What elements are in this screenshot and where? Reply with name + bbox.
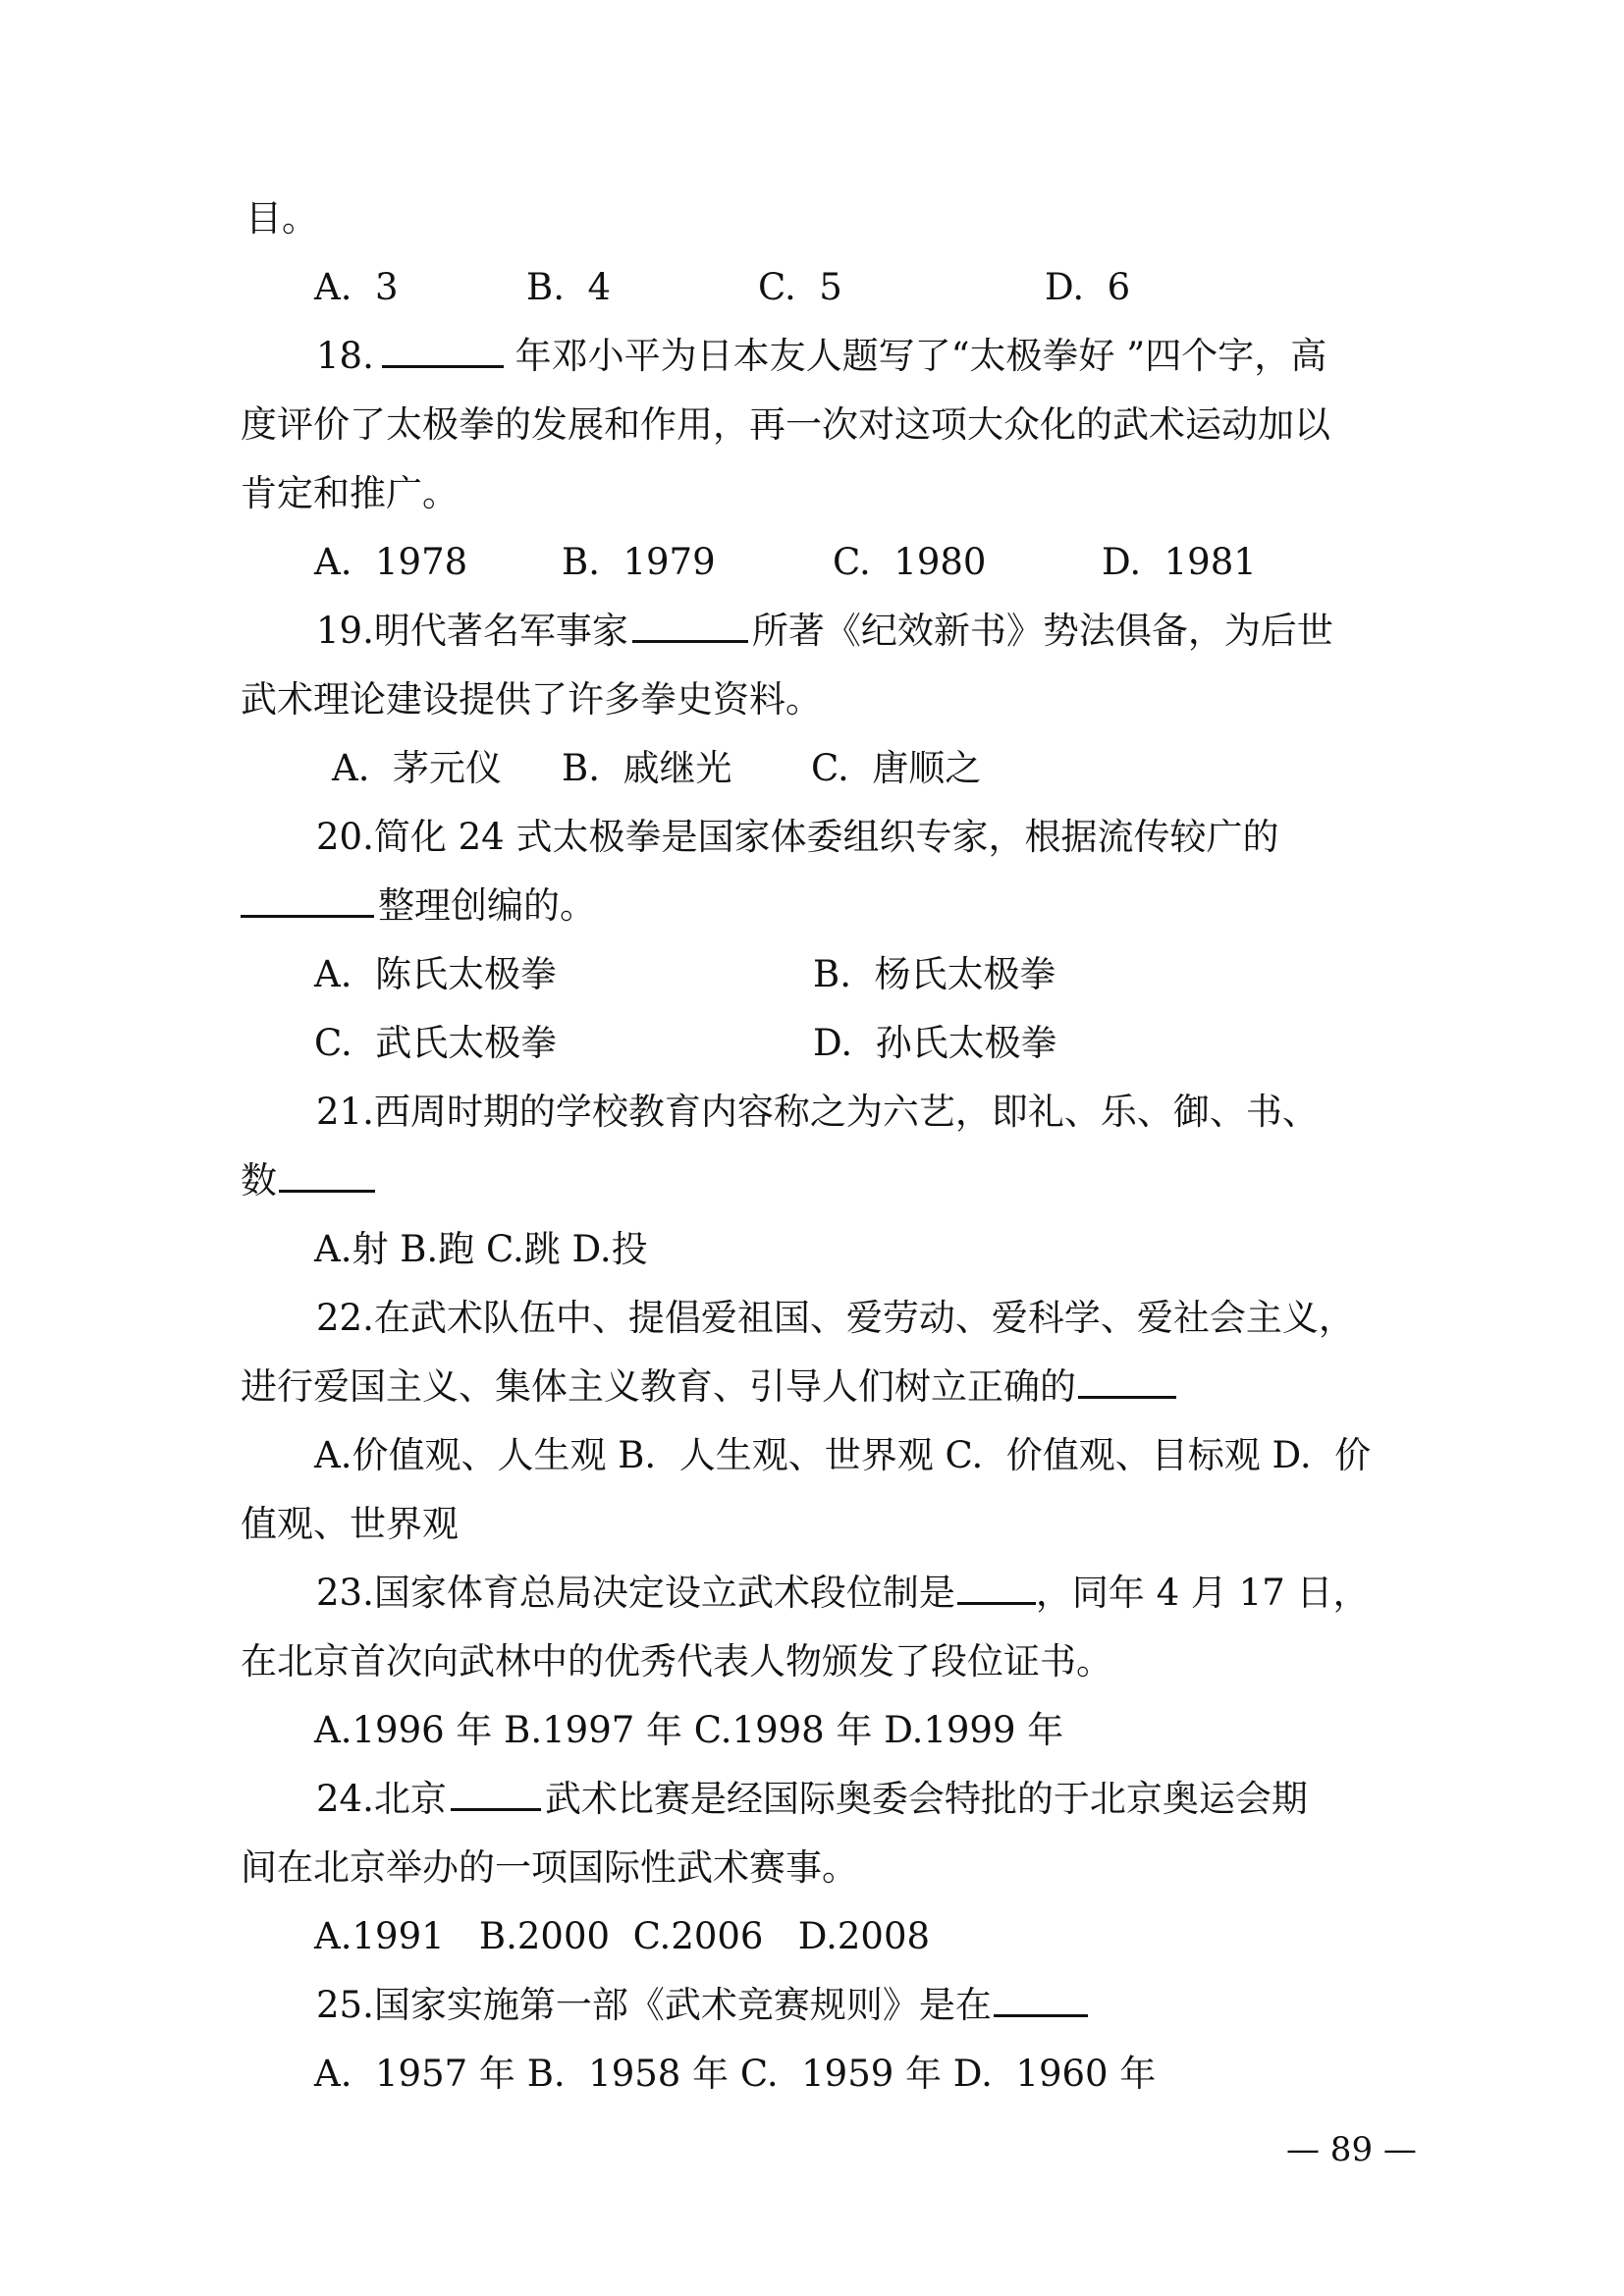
q17-continuation: 目。 [245, 197, 318, 240]
q21-options: A.射 B.跑 C.跳 D.投 [314, 1228, 648, 1270]
q18-line-2: 度评价了太极拳的发展和作用，再一次对这项大众化的武术运动加以 [241, 403, 1330, 446]
q20-answer-blank [241, 881, 374, 918]
q18-line-1 [316, 332, 1326, 381]
q19-line-1 [316, 607, 1333, 656]
q19-answer-blank [632, 607, 748, 643]
q23-answer-blank [957, 1569, 1036, 1605]
q19-option-a: A. 茅元仪 [332, 747, 503, 789]
q25-options: A. 1957 年 B. 1958 年 C. 1959 年 D. 1960 年 [314, 2053, 1157, 2095]
q24-answer-blank [451, 1775, 541, 1811]
q24-options: A.1991 B.2000 C.2006 D.2008 [314, 1915, 931, 1957]
q22-options-line-1: A.价值观、人生观 B. 人生观、世界观 C. 价值观、目标观 D. 价 [314, 1434, 1372, 1476]
q20-option-d: D. 孙氏太极拳 [813, 1022, 1057, 1064]
q23-options: A.1996 年 B.1997 年 C.1998 年 D.1999 年 [314, 1709, 1064, 1751]
q24-line-2: 间在北京举办的一项国际性武术赛事。 [241, 1846, 858, 1889]
q19-option-c: C. 唐顺之 [811, 747, 982, 789]
q18-options [314, 538, 1296, 587]
q21-line-1: 21.西周时期的学校教育内容称之为六艺，即礼、乐、御、书、 [316, 1091, 1319, 1133]
q18-line-3: 肯定和推广。 [241, 472, 459, 514]
q17-options [314, 263, 1198, 312]
q17-option-c: C. 5 [758, 266, 842, 308]
q18-option-a: A. 1978 [314, 541, 468, 583]
q19-text-post: 所著《纪效新书》势法俱备，为后世 [751, 610, 1333, 652]
q20-options-row-2 [314, 1019, 1198, 1068]
q17-option-b: B. 4 [526, 266, 612, 308]
q20-text-post: 整理创编的。 [378, 884, 596, 927]
q19-option-b: B. 戚继光 [562, 747, 732, 789]
q18-answer-blank [382, 332, 504, 368]
q25-line-1 [316, 1981, 1088, 2030]
q18-text: 年邓小平为日本友人题写了“太极拳好 ”四个字，高 [503, 335, 1327, 377]
q17-option-a: A. 3 [314, 266, 399, 308]
q18-option-d: D. 1981 [1102, 541, 1257, 583]
q22-line-1: 22.在武术队伍中、提倡爱祖国、爱劳动、爱科学、爱社会主义， [316, 1297, 1355, 1339]
q24-text-post: 武术比赛是经国际奥委会特批的于北京奥运会期 [544, 1778, 1308, 1820]
q25-text-pre: 25.国家实施第一部《武术竞赛规则》是在 [316, 1984, 992, 2026]
q23-text-pre: 23.国家体育总局决定设立武术段位制是 [316, 1572, 955, 1614]
q18-option-c: C. 1980 [833, 541, 987, 583]
q19-text-pre: 19.明代著名军事家 [316, 610, 628, 652]
q20-option-b: B. 杨氏太极拳 [813, 953, 1056, 995]
q19-options [332, 744, 1117, 793]
q21-answer-blank [279, 1156, 375, 1193]
q17-option-d: D. 6 [1045, 266, 1131, 308]
q20-option-c: C. 武氏太极拳 [314, 1022, 558, 1064]
q20-options-row-1 [314, 950, 1198, 999]
q22-options-line-2: 值观、世界观 [241, 1503, 459, 1545]
q21-line-2 [241, 1156, 375, 1205]
q21-text-pre: 数 [241, 1159, 277, 1201]
q20-line-1: 20.简化 24 式太极拳是国家体委组织专家，根据流传较广的 [316, 816, 1279, 858]
q22-text-pre: 进行爱国主义、集体主义教育、引导人们树立正确的 [241, 1365, 1076, 1408]
page-number: — 89 — [1286, 2130, 1417, 2169]
q25-answer-blank [994, 1981, 1088, 2017]
q19-line-2: 武术理论建设提供了许多拳史资料。 [241, 678, 822, 721]
q18-number: 18. [316, 335, 374, 377]
q24-text-pre: 24.北京 [316, 1778, 447, 1820]
q23-line-1 [316, 1569, 1370, 1618]
q23-text-post: ，同年 4 月 17 日， [1035, 1572, 1370, 1614]
q22-answer-blank [1078, 1362, 1176, 1399]
q22-line-2 [241, 1362, 1176, 1412]
q23-line-2: 在北京首次向武林中的优秀代表人物颁发了段位证书。 [241, 1640, 1112, 1682]
q20-line-2 [241, 881, 596, 931]
q18-option-b: B. 1979 [562, 541, 716, 583]
q24-line-1 [316, 1775, 1308, 1824]
q20-option-a: A. 陈氏太极拳 [314, 953, 558, 995]
